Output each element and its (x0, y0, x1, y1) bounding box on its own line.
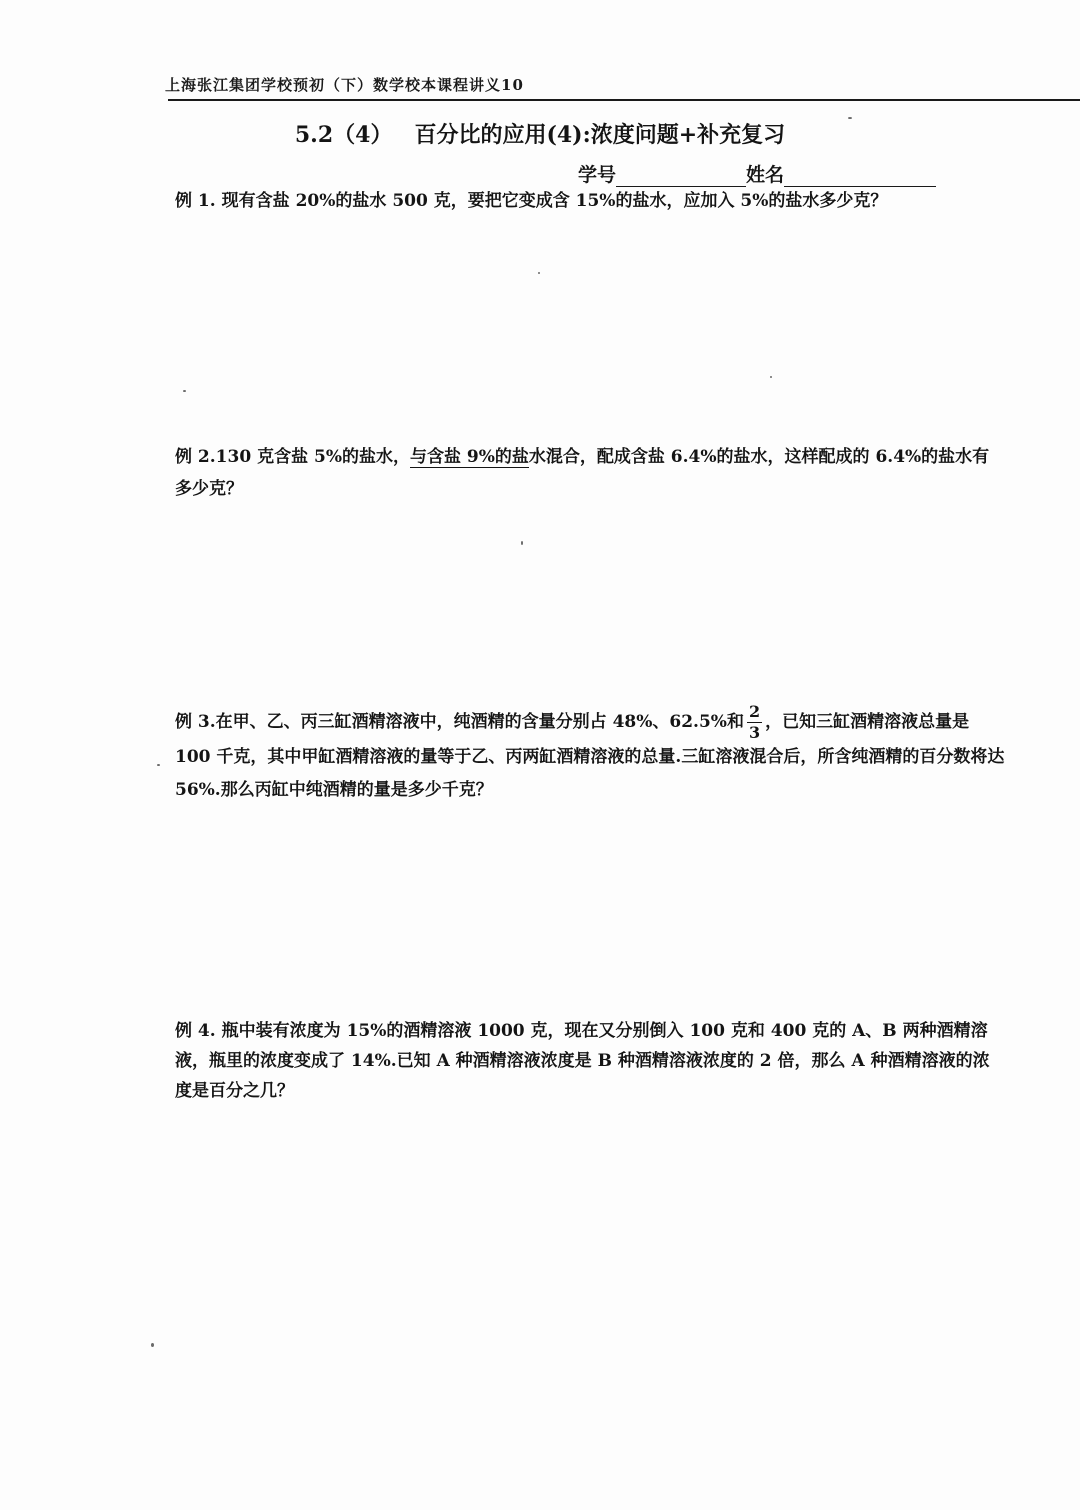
scan-speck (183, 390, 186, 392)
scan-speck (151, 1343, 154, 1347)
problem-2-label: 例 2 (175, 447, 210, 467)
scan-speck (521, 541, 523, 545)
problem-3-text-after: ，已知三缸酒精溶液总量是 100 千克，其中甲缸酒精溶液的量等于乙、丙两缸酒精溶液的总量.三缸溶液混合后，所含纯酒精的百分数将达 56%.那么丙缸中纯酒精的量是多少千克？ (175, 712, 1005, 800)
scan-speck (157, 764, 160, 766)
problem-3-label: 例 3. (175, 712, 216, 732)
fraction-two-thirds (747, 704, 762, 741)
student-id-label: 学号 (578, 164, 617, 186)
section-number: 5.2（4） (294, 122, 393, 148)
problem-1-text: 现有含盐 20%的盐水 500 克，要把它变成含 15%的盐水，应加入 5%的盐水多少克？ (221, 191, 888, 211)
problem-4-label: 例 4. (175, 1021, 216, 1041)
problem-3-text-before: 在甲、乙、丙三缸酒精溶液中，纯酒精的含量分别占 48%、62.5%和 (215, 712, 744, 732)
problem-2-text-before: .130 克含盐 5%的盐水， (209, 447, 410, 467)
student-name-label: 姓名 (746, 164, 785, 186)
problem-4 (175, 1016, 1005, 1106)
problem-1-label: 例 1. (175, 191, 216, 211)
student-id-blank[interactable] (616, 166, 746, 187)
problem-2-text-after: 水混合，配成含盐 6.4%的盐水，这样配成的 6.4%的盐水有多少克？ (175, 447, 990, 499)
page-title (0, 118, 1080, 149)
scan-speck (770, 376, 772, 378)
student-name-blank[interactable] (784, 166, 936, 187)
student-info (578, 160, 936, 187)
scan-speck (848, 117, 852, 119)
fraction-numerator: 2 (748, 702, 761, 721)
problem-2 (175, 441, 1005, 505)
problem-1 (175, 185, 1005, 217)
header-rule (168, 99, 1080, 101)
scan-speck (538, 272, 540, 274)
problem-2-underlined-text: 与含盐 9%的盐 (409, 447, 529, 467)
header-school-line: 上海张江集团学校预初（下）数学校本课程讲义10 (165, 76, 524, 94)
title-text: 百分比的应用(4):浓度问题+补充复习 (414, 122, 786, 148)
fraction-denominator: 3 (748, 723, 761, 742)
problem-3 (175, 704, 1005, 807)
problem-4-text: 瓶中装有浓度为 15%的酒精溶液 1000 克，现在又分别倒入 100 克和 400 克的 A、B 两种酒精溶液，瓶里的浓度变成了 14%.已知 A 种酒精溶液浓度是 B 种酒精溶液浓度的 2 倍，那么 A 种酒精溶液的浓度是百分之几？ (175, 1021, 990, 1101)
